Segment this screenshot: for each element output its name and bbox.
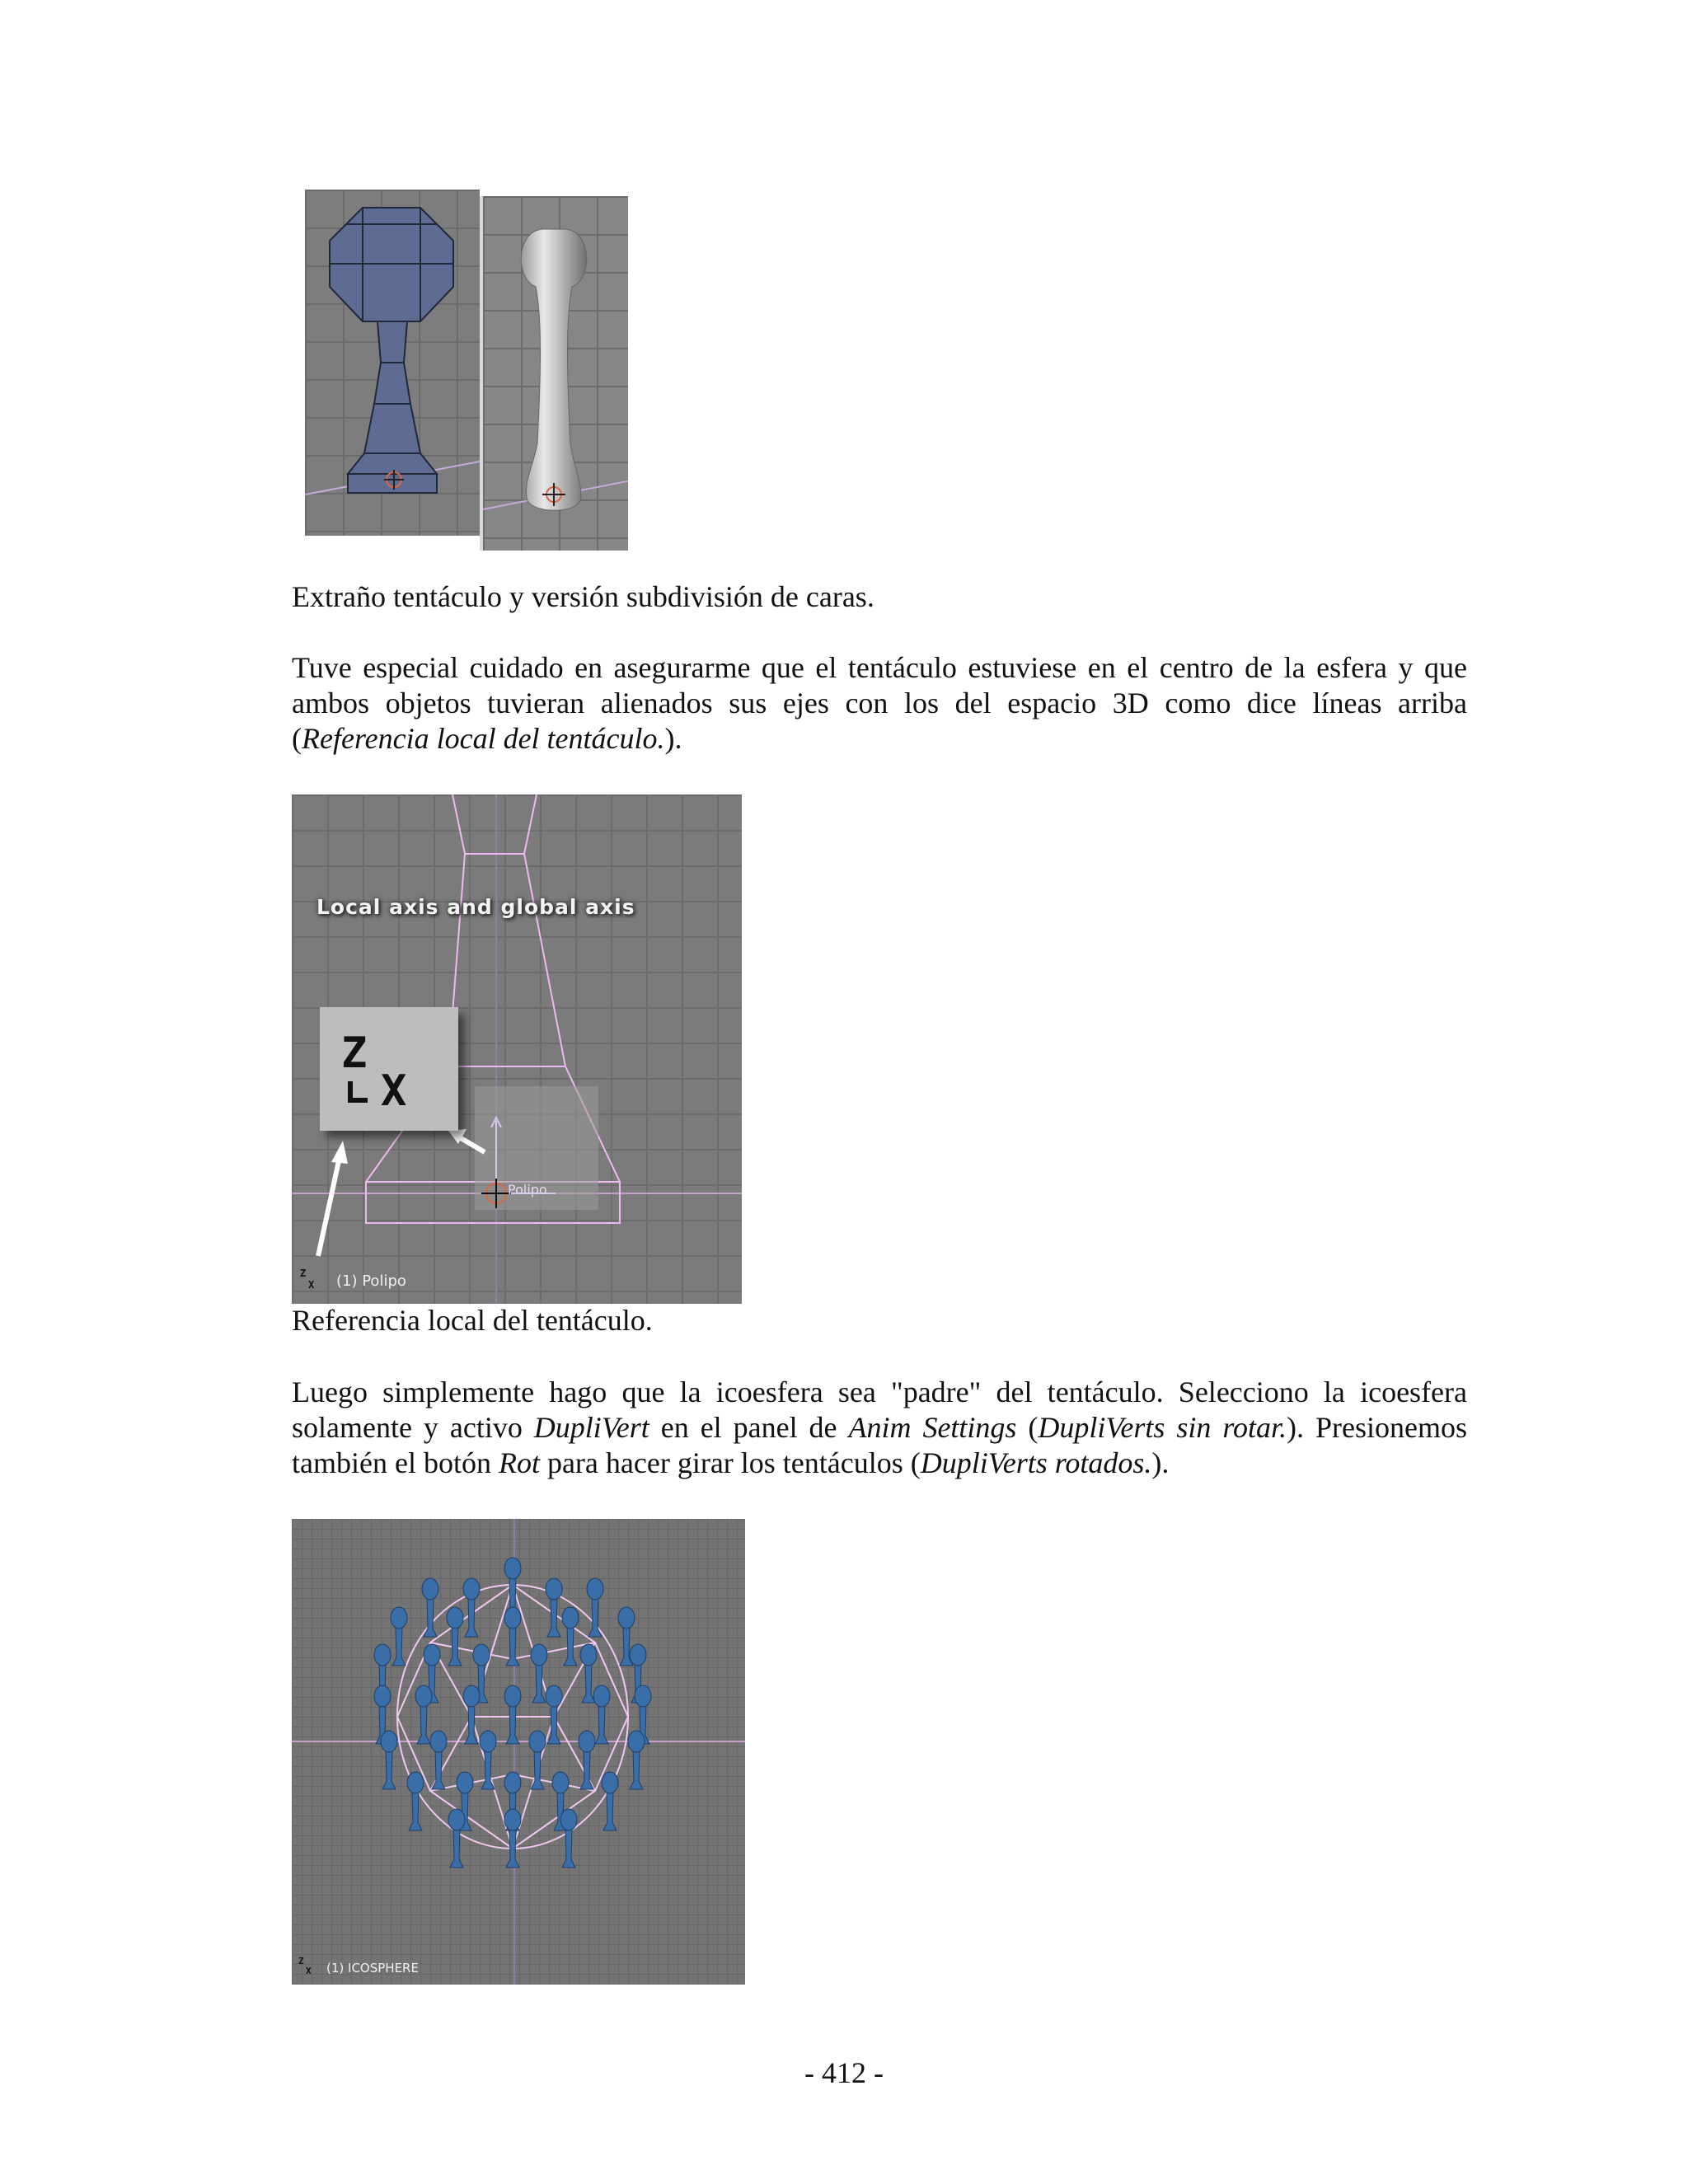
overlay-title: Local axis and global axis [316,895,635,919]
paragraph2-anim-settings-term: Anim Settings [848,1411,1017,1444]
tentacle-instance [448,1809,465,1868]
paragraph-axes-alignment [292,650,1467,757]
tentacle-instance [447,1607,463,1666]
paragraph1-end: ). [664,722,682,755]
tentacle-instance [546,1578,562,1637]
tentacle-instance [422,1578,438,1637]
paragraph-dupliverts [292,1375,1467,1481]
mini-axis-x: X [308,1279,315,1291]
paragraph2-ref-rotated: DupliVerts rotados. [920,1446,1152,1479]
tentacle-instance [504,1685,521,1744]
paragraph2-text-3: ( [1016,1411,1039,1444]
tentacle-instance [562,1607,579,1666]
paragraph2-text-2: en el panel de [649,1411,849,1444]
wireframe-panel [305,190,480,536]
object-name-tag: Polipo [508,1182,547,1197]
tentacle-instance [628,1731,645,1789]
paragraph2-text-5: para hacer girar los tentáculos ( [539,1446,921,1479]
tentacle-instance [430,1731,447,1789]
tentacle-instance [531,1644,547,1703]
tentacle-instance [504,1809,521,1868]
tentacle-instance [560,1809,577,1868]
tentacle-instance [602,1772,618,1830]
mini-axis-icon [298,1957,315,1979]
mini-axis-x: X [306,1966,312,1976]
tentacle-instance [381,1731,397,1789]
figure-local-axis [292,794,742,1304]
paragraph2-dupliverts-term: DupliVert [533,1411,649,1444]
tentacle-instance [579,1731,595,1789]
paragraph2-text-1: Luego simplemente hago que la icoesfera sea "padre" del tentáculo. Selecciono la icoesfera solamente y activo [292,1376,1467,1444]
axis-x-letter: X [381,1066,407,1116]
figure2-caption: Referencia local del tentáculo. [292,1304,653,1337]
axis-corner-mark [348,1081,368,1103]
wireframe-tentacle-drawing [305,190,480,536]
paragraph1-text: Tuve especial cuidado en asegurarme que el tentáculo estuviese en el centro de la esfera y que ambos objetos tuvieran alienados sus ejes con los del espacio 3D como dice líneas arriba ( [292,651,1467,755]
viewport-object-label: (1) Polipo [336,1272,406,1290]
tentacle-instance [504,1607,521,1666]
paragraph1-reference: Referencia local del tentáculo. [302,722,665,755]
mini-axis-z: Z [300,1268,307,1279]
smooth-tentacle-drawing [483,196,628,551]
axis-z-letter: Z [341,1029,368,1078]
mini-axis-icon [300,1269,318,1292]
tentacle-instance [463,1578,480,1637]
axis-zoom-inset [320,1007,458,1131]
page-number: - 412 - [804,2056,884,2089]
figure-tentacle-comparison [305,190,628,552]
figure-icosphere-dupliverts [292,1519,745,1985]
tentacle-instance [593,1685,610,1744]
viewport-object-label: (1) ICOSPHERE [326,1961,419,1975]
paragraph2-text-6: ). [1151,1446,1170,1479]
icosphere-drawing [292,1519,745,1985]
paragraph2-ref-unrotated: DupliVerts sin rotar. [1038,1411,1287,1444]
smooth-panel [480,196,628,551]
tentacle-instance [391,1607,407,1666]
tentacle-instance [407,1772,424,1830]
tentacle-instance [587,1578,603,1637]
tentacle-instance [415,1685,432,1744]
figure1-caption: Extraño tentáculo y versión subdivisión de caras. [292,580,874,613]
mini-axis-z: Z [298,1956,304,1966]
paragraph2-rot-term: Rot [498,1446,540,1479]
paragraph2-text-4: ). Presionemos también el botón [292,1411,1467,1479]
